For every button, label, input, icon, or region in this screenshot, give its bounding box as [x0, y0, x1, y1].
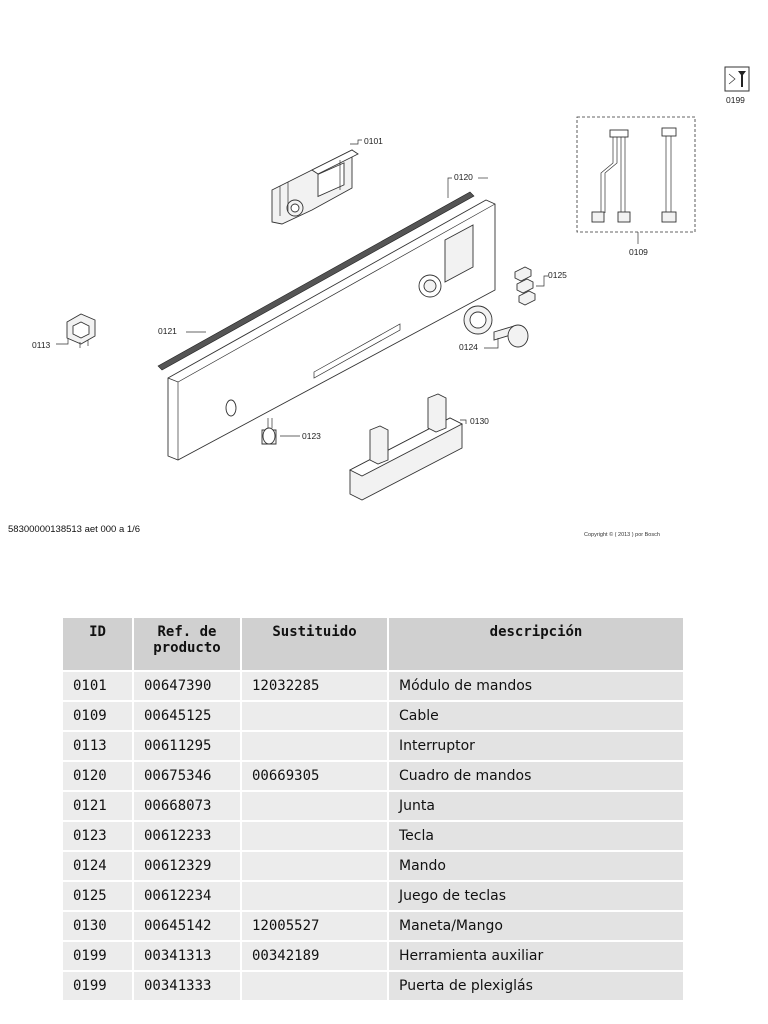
- handle-0130: [350, 394, 462, 500]
- cell-id: 0199: [62, 941, 133, 971]
- table-row: [62, 731, 684, 761]
- copyright-notice: Copyright © ( 2013 ) por Bosch: [584, 532, 660, 538]
- cell-replaced: 00342189: [241, 941, 388, 971]
- cell-ref: 00668073: [133, 791, 241, 821]
- cell-replaced: [241, 791, 388, 821]
- cell-description: Cable: [388, 701, 684, 731]
- table-row: [62, 671, 684, 701]
- control-module-0101: [272, 150, 358, 224]
- cell-description: Interruptor: [388, 731, 684, 761]
- cell-id: 0125: [62, 881, 133, 911]
- callout-0199: 0199: [726, 95, 745, 105]
- cell-description: Maneta/Mango: [388, 911, 684, 941]
- parts-table: [61, 616, 685, 1002]
- cable-0109: [592, 128, 676, 222]
- table-row: [62, 821, 684, 851]
- header-replaced: Sustituido: [241, 617, 388, 671]
- header-id: ID: [62, 617, 133, 671]
- knob-0124: [464, 306, 528, 347]
- cell-description: Puerta de plexiglás: [388, 971, 684, 1001]
- table-row: [62, 971, 684, 1001]
- cell-replaced: 12032285: [241, 671, 388, 701]
- callout-0130: 0130: [470, 416, 489, 426]
- cell-ref: 00647390: [133, 671, 241, 701]
- cell-ref: 00611295: [133, 731, 241, 761]
- cell-id: 0124: [62, 851, 133, 881]
- cell-id: 0113: [62, 731, 133, 761]
- callout-0101: 0101: [364, 136, 383, 146]
- cell-id: 0121: [62, 791, 133, 821]
- cell-replaced: [241, 821, 388, 851]
- cell-ref: 00341333: [133, 971, 241, 1001]
- cell-description: Cuadro de mandos: [388, 761, 684, 791]
- table-row: [62, 881, 684, 911]
- callout-0123: 0123: [302, 431, 321, 441]
- table-row: [62, 911, 684, 941]
- table-row: [62, 761, 684, 791]
- cell-ref: 00612234: [133, 881, 241, 911]
- callout-0125: 0125: [548, 270, 567, 280]
- callout-0109: 0109: [629, 247, 648, 257]
- cell-description: Tecla: [388, 821, 684, 851]
- cell-replaced: [241, 731, 388, 761]
- cell-description: Juego de teclas: [388, 881, 684, 911]
- cell-replaced: [241, 971, 388, 1001]
- table-header-row: [62, 617, 684, 671]
- table-row: [62, 701, 684, 731]
- key-0123: [262, 418, 276, 444]
- cell-id: 0123: [62, 821, 133, 851]
- cell-ref: 00341313: [133, 941, 241, 971]
- cell-description: Mando: [388, 851, 684, 881]
- table-row: [62, 851, 684, 881]
- cell-replaced: [241, 881, 388, 911]
- header-description: descripción: [388, 617, 684, 671]
- cell-ref: 00612233: [133, 821, 241, 851]
- callout-0124: 0124: [459, 342, 478, 352]
- cell-id: 0120: [62, 761, 133, 791]
- cell-ref: 00645125: [133, 701, 241, 731]
- cell-replaced: 00669305: [241, 761, 388, 791]
- tool-0199-icon: [725, 67, 749, 91]
- table-row: [62, 791, 684, 821]
- cell-replaced: [241, 851, 388, 881]
- header-ref: Ref. de producto: [133, 617, 241, 671]
- cell-id: 0101: [62, 671, 133, 701]
- cell-id: 0199: [62, 971, 133, 1001]
- switch-0113: [67, 314, 95, 348]
- table-row: [62, 941, 684, 971]
- cell-id: 0130: [62, 911, 133, 941]
- key-set-0125: [515, 267, 535, 305]
- document-reference: 58300000138513 aet 000 a 1/6: [8, 524, 141, 535]
- cell-ref: 00675346: [133, 761, 241, 791]
- cell-ref: 00612329: [133, 851, 241, 881]
- callout-0121: 0121: [158, 326, 177, 336]
- cell-description: Módulo de mandos: [388, 671, 684, 701]
- callout-0113: 0113: [32, 340, 51, 350]
- callout-0120: 0120: [454, 172, 473, 182]
- cell-ref: 00645142: [133, 911, 241, 941]
- cell-id: 0109: [62, 701, 133, 731]
- cell-description: Junta: [388, 791, 684, 821]
- cell-replaced: [241, 701, 388, 731]
- cell-replaced: 12005527: [241, 911, 388, 941]
- cell-description: Herramienta auxiliar: [388, 941, 684, 971]
